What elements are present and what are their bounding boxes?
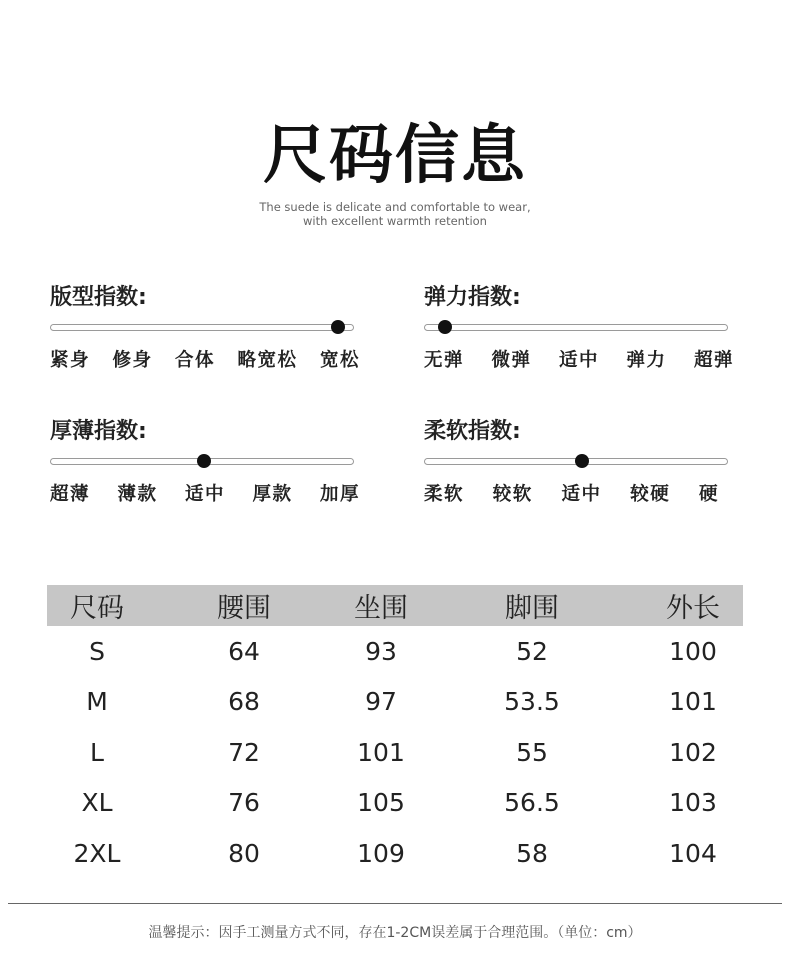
table-cell: 56.5 xyxy=(504,788,560,818)
table-cell: 55 xyxy=(516,737,548,767)
table-cell: 72 xyxy=(228,737,260,767)
index-level: 超弹 xyxy=(693,350,734,371)
table-cell: XL xyxy=(81,788,113,818)
index-level: 厚款 xyxy=(252,484,293,505)
table-cell: 53.5 xyxy=(504,687,560,717)
table-row xyxy=(47,626,743,677)
index-level: 薄款 xyxy=(117,484,158,505)
table-cell: 76 xyxy=(228,788,260,818)
index-level: 略宽松 xyxy=(237,350,298,371)
divider xyxy=(8,903,782,904)
table-cell: 97 xyxy=(365,687,397,717)
table-cell: 101 xyxy=(669,687,717,717)
index-label: 厚薄指数: xyxy=(50,419,147,444)
index-knob xyxy=(197,454,211,468)
table-row xyxy=(47,677,743,728)
table-row xyxy=(47,828,743,879)
index-track xyxy=(50,458,354,465)
table-cell: 80 xyxy=(228,838,260,868)
table-row xyxy=(47,778,743,829)
index-level: 适中 xyxy=(184,484,225,505)
index-label: 柔软指数: xyxy=(424,419,521,444)
index-level: 超薄 xyxy=(50,484,91,505)
index-level: 硬 xyxy=(698,484,719,505)
subtitle-line-1: The suede is delicate and comfortable to wear, xyxy=(259,200,531,214)
table-cell: 52 xyxy=(516,636,548,666)
page-title: 尺码信息 xyxy=(263,119,527,193)
index-level: 适中 xyxy=(561,484,602,505)
index-levels xyxy=(50,480,360,506)
index-level: 合体 xyxy=(174,350,215,371)
index-knob xyxy=(575,454,589,468)
header-cell: 尺码 xyxy=(70,593,124,624)
header-cell: 外长 xyxy=(666,593,720,624)
index-fit xyxy=(50,280,360,371)
index-track xyxy=(424,458,728,465)
table-cell: 101 xyxy=(357,737,405,767)
table-cell: M xyxy=(86,687,108,717)
footnote: 温馨提示：因手工测量方式不同，存在1-2CM误差属于合理范围。（单位：cm） xyxy=(148,925,642,941)
index-track xyxy=(50,324,354,331)
table-cell: S xyxy=(89,636,105,666)
index-level: 宽松 xyxy=(319,350,360,371)
table-cell: 64 xyxy=(228,636,260,666)
table-cell: 68 xyxy=(228,687,260,717)
table-cell: 100 xyxy=(669,636,717,666)
table-cell: L xyxy=(90,737,104,767)
index-level: 较硬 xyxy=(630,484,671,505)
index-knob xyxy=(331,320,345,334)
index-track xyxy=(424,324,728,331)
index-level: 加厚 xyxy=(319,484,360,505)
index-levels xyxy=(424,346,734,372)
index-level: 较软 xyxy=(492,484,533,505)
index-level: 无弹 xyxy=(424,350,465,371)
index-levels xyxy=(50,346,360,372)
index-level: 修身 xyxy=(112,350,153,371)
table-cell: 103 xyxy=(669,788,717,818)
header-cell: 坐围 xyxy=(354,593,408,624)
index-level: 柔软 xyxy=(424,484,465,505)
subtitle-line-2: with excellent warmth retention xyxy=(303,214,487,228)
table-cell: 105 xyxy=(357,788,405,818)
index-level: 紧身 xyxy=(50,350,91,371)
table-cell: 102 xyxy=(669,737,717,767)
table-row xyxy=(47,727,743,778)
header-cell: 脚围 xyxy=(505,593,559,624)
index-elasticity xyxy=(424,280,734,371)
table-cell: 58 xyxy=(516,838,548,868)
table-cell: 2XL xyxy=(73,838,121,868)
table-cell: 104 xyxy=(669,838,717,868)
table-cell: 93 xyxy=(365,636,397,666)
table-cell: 109 xyxy=(357,838,405,868)
index-level: 适中 xyxy=(558,350,599,371)
index-thickness xyxy=(50,414,360,505)
index-levels xyxy=(424,480,719,506)
size-table xyxy=(47,585,743,879)
subtitle xyxy=(0,200,790,228)
index-softness xyxy=(424,414,734,505)
index-level: 微弹 xyxy=(491,350,532,371)
index-knob xyxy=(438,320,452,334)
index-label: 版型指数: xyxy=(50,285,147,310)
index-label: 弹力指数: xyxy=(424,285,521,310)
index-level: 弹力 xyxy=(626,350,667,371)
header-cell: 腰围 xyxy=(217,593,271,624)
table-header xyxy=(47,585,743,626)
